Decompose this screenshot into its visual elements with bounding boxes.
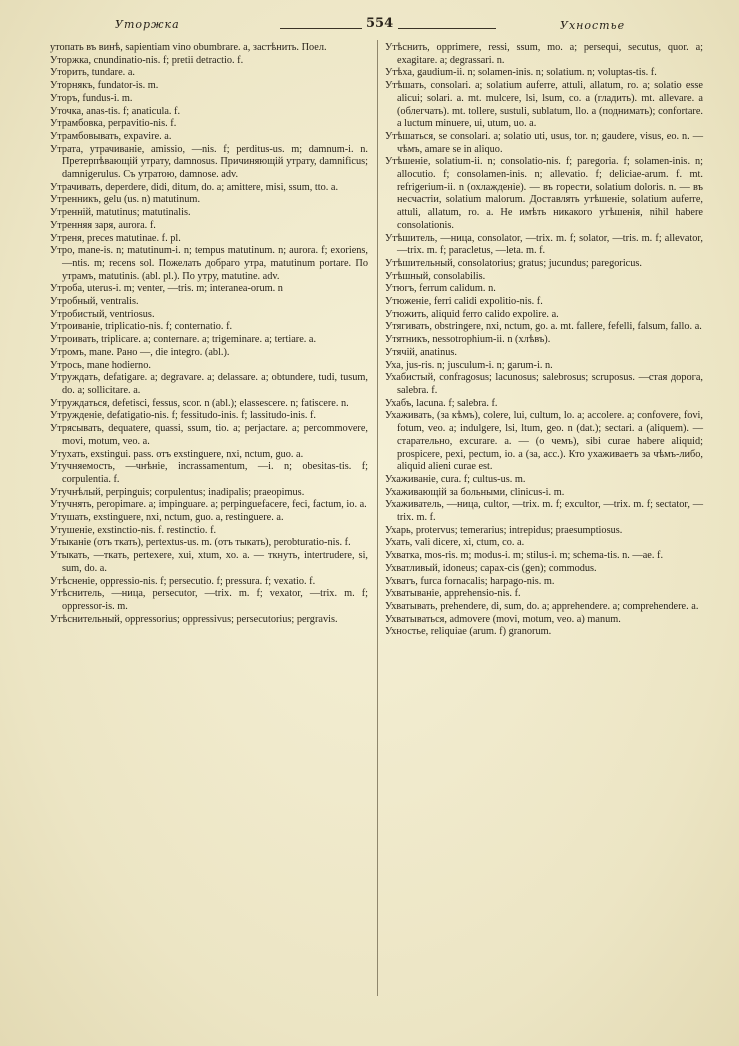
dictionary-entry: Утѣха, gaudium-ii. n; solamen-inis. n; solatium. n; voluptas-tis. f. xyxy=(385,67,657,79)
dictionary-entry: Ухаживающій за больными, clinicus-i. m. xyxy=(385,486,565,498)
dictionary-entry: Утѣснительный, oppressorius; oppressivus; persecutorius; pergravis. xyxy=(50,613,338,625)
dictionary-entry: Утѣшать, consolari. a; solatium auferre, attuli, allatum, ro. a; solatio esse alicui; solari. a. mt. mulcere, lsi, lsum, co. a (гладить). mt. allevare. a (облегчать). mt. tollere, sustuli, sublatum, llo. a (поднимать); confortare. a luctum minuere, ui, utum, uo. a. xyxy=(385,80,703,130)
dictionary-entry: Уточка, anas-tis. f; anaticula. f. xyxy=(50,105,181,117)
dictionary-entry: Утыкать, —ткать, pertexere, xui, xtum, xo. a. — ткнуть, intertrudere, si, sum, do. a. xyxy=(50,550,368,574)
dictionary-entry: Ухватка, mos-ris. m; modus-i. m; stilus-i. m; schema-tis. n. —ae. f. xyxy=(385,550,664,562)
dictionary-entry: Утягивать, obstringere, nxi, nctum, go. a. mt. fallere, fefelli, falsum, fallo. a. xyxy=(385,321,702,333)
dictionary-entry: Утѣшеніе, solatium-ii. n; consolatio-nis. f; paregoria. f; solamen-inis. n; allocutio. f; consolamen-inis. n; allevatio. f; deliciae-arum. f. mt. refrigerium-ii. n (охлажденіе). — въ горести, solatium doloris. n. — въ несчастіи, solatium malorum. Доставлять утѣшеніе, solatium auferre, attuli, allatum, ro. a. Не имѣть никакого утѣшенія, nihil habere consolationis. xyxy=(385,156,703,231)
dictionary-entry: Утромъ, mane. Рано —, die integro. (abl.). xyxy=(50,346,230,358)
dictionary-entry: Утро, mane-is. n; matutinum-i. n; tempus matutinum. n; aurora. f; exoriens, —ntis. m; recens sol. Пожелать добраго утра, matutinum portare. По утрамъ, matutinis. (abl. pl.). По утру, matutine. adv. xyxy=(50,245,368,282)
dictionary-entry: Ухностье, reliquiae (arum. f) granorum. xyxy=(385,626,552,638)
dictionary-entry: Утѣснить, opprimere, ressi, ssum, mo. a; persequi, secutus, quor. a; exagitare. a; degrassari. n. xyxy=(385,42,703,66)
dictionary-entry: Утюжить, aliquid ferro calido expolire. a. xyxy=(385,308,559,320)
dictionary-entry: Ухватывать, prehendere, di, sum, do. a; apprehendere. a; comprehendere. a. xyxy=(385,600,699,612)
dictionary-entry: Утрамбовывать, expavire. a. xyxy=(50,130,172,142)
dictionary-entry: Утыканіе (отъ ткать), pertextus-us. m. (отъ тыкать), perobturatio-nis. f. xyxy=(50,537,351,549)
dictionary-entry: Утѣшаться, se consolari. a; solatio uti, usus, tor. n; gaudere, visus, eo. n. — чѣмъ, amare se in aliquo. xyxy=(385,130,703,155)
page-header xyxy=(40,16,715,38)
dictionary-entry: Ухватываніе, apprehensio-nis. f. xyxy=(385,588,521,600)
left-column xyxy=(50,42,368,626)
dictionary-entry: Утроиваніе, triplicatio-nis. f; conternatio. f. xyxy=(50,321,233,333)
dictionary-entry: Утрясывать, dequatere, quassi, ssum, tio. a; perjactare. a; percommovere, movi, motum, veo. a. xyxy=(50,423,368,447)
dictionary-entry: Утѣшительный, consolatorius; gratus; jucundus; paregoricus. xyxy=(385,257,642,269)
dictionary-entry: Утренняя заря, aurora. f. xyxy=(50,219,156,231)
dictionary-entry: Утрачивать, deperdere, didi, ditum, do. a; amittere, misi, ssum, tto. a. xyxy=(50,181,339,193)
dictionary-entry: Утроивать, triplicare. a; conternare. a; trigeminare. a; tertiare. a. xyxy=(50,334,317,346)
dictionary-entry: Утухать, exstingui. pass. отъ exstinguere, nxi, nctum, guo. a. xyxy=(50,448,304,460)
dictionary-entry: Утѣсненіе, oppressio-nis. f; persecutio. f; pressura. f; vexatio. f. xyxy=(50,575,316,587)
dictionary-entry: Утроба, uterus-i. m; venter, —tris. m; interanea-orum. n xyxy=(50,283,283,295)
right-column xyxy=(385,42,703,639)
dictionary-entry: Утруждать, defatigare. a; degravare. a; delassare. a; obtundere, tudi, tusum, do. a; sollicitare. a. xyxy=(50,372,368,396)
dictionary-entry: Утюженіе, ferri calidi expolitio-nis. f. xyxy=(385,296,543,308)
dictionary-entry: Утрамбовка, perpavitio-nis. f. xyxy=(50,118,177,130)
dictionary-entry: Утруждаться, defetisci, fessus, scor. n (abl.); elassescere. n; fatiscere. n. xyxy=(50,397,349,409)
dictionary-entry: Утробистый, ventriosus. xyxy=(50,308,155,320)
dictionary-entry: Уторить, tundare. a. xyxy=(50,67,135,79)
dictionary-entry: Утушать, exstinguere, nxi, nctum, guo. a, restinguere. a. xyxy=(50,512,284,524)
header-rule-right xyxy=(398,28,496,29)
dictionary-entry: Уторъ, fundus-i. m. xyxy=(50,92,133,104)
dictionary-entry: Ухаживать, (за кѣмъ), colere, lui, cultum, lo. a; accolere. a; confovere, fovi, fotum, veo. a; indulgere, lsi, ltum, geo. n (dat.); sectari. a (aliquem). — старательно, excurare. a. — (о чемъ), sibi curae habere aliquid; prospicere, pexi, pectum, io. a (за, acc.). Кто ухаживаетъ за чѣмъ-либо, aliquid alieni curae est. xyxy=(385,410,703,473)
dictionary-entry: Утучнѣлый, perpinguis; corpulentus; inadipalis; praeopimus. xyxy=(50,486,305,498)
dictionary-entry: Утѣшный, consolabilis. xyxy=(385,270,486,282)
header-rule-left xyxy=(280,28,362,29)
dictionary-entry: Утружденіе, defatigatio-nis. f; fessitudo-inis. f; lassitudo-inis. f. xyxy=(50,410,317,422)
dictionary-entry: Ухаживатель, —ница, cultor, —trix. m. f; excultor, —trix. m. f; sectator, —trix. m. f. xyxy=(385,499,703,524)
dictionary-entry: Утячій, anatinus. xyxy=(385,346,457,358)
dictionary-entry: Ухаживаніе, cura. f; cultus-us. m. xyxy=(385,473,526,485)
dictionary-entry: Утѣшитель, —ница, consolator, —trix. m. f; solator, —tris. m. f; allevator, —trix. m. f; paracletus, —leta. m. f. xyxy=(385,232,703,257)
dictionary-entry: Ухабистый, confragosus; lacunosus; salebrosus; scruposus. —стая дорога, salebra. f. xyxy=(385,372,703,396)
column-divider xyxy=(377,40,378,996)
dictionary-entry: Уторжка, cnundinatio-nis. f; pretii detractio. f. xyxy=(50,54,244,66)
dictionary-entry: Утѣснитель, —ница, persecutor, —trix. m. f; vexator, —trix. m. f; oppressor-is. m. xyxy=(50,588,368,612)
dictionary-entry: Ухарь, protervus; temerarius; intrepidus; praesumptiosus. xyxy=(385,524,623,536)
dictionary-entry: Утушеніе, exstinctio-nis. f. restinctio. f. xyxy=(50,524,217,536)
dictionary-entry: утопать въ винѣ, sapientiam vino obumbrare. a, застѣнить. Поел. xyxy=(50,42,327,53)
dictionary-entry: Ухватываться, admovere (movi, motum, veo. a) manum. xyxy=(385,613,621,625)
dictionary-entry: Утятникъ, nessotrophium-ii. n (хлѣвъ). xyxy=(385,334,551,346)
dictionary-entry: Утрось, mane hodierno. xyxy=(50,359,151,371)
dictionary-entry: Ухватъ, furca fornacalis; harpago-nis. m. xyxy=(385,575,555,587)
page-number: 554 xyxy=(366,16,394,31)
dictionary-entry: Утробный, ventralis. xyxy=(50,296,139,308)
dictionary-entry: Ухабъ, lacuna. f; salebra. f. xyxy=(385,397,498,409)
dictionary-entry: Утренникъ, gelu (us. n) matutinum. xyxy=(50,194,201,206)
dictionary-entry: Утюгъ, ferrum calidum. n. xyxy=(385,283,496,295)
dictionary-entry: Ухать, vali dicere, xi, ctum, co. a. xyxy=(385,537,525,549)
running-head-left: Уторжка xyxy=(115,18,180,31)
dictionary-entry: Ухватливый, idoneus; capax-cis (gen); commodus. xyxy=(385,562,597,574)
dictionary-entry: Утучнять, peropimare. a; impinguare. a; perpinguefacere, feci, factum, io. a. xyxy=(50,499,367,511)
running-head-right: Ухностье xyxy=(560,19,626,32)
dictionary-entry: Утреня, preces matutinae. f. pl. xyxy=(50,232,181,244)
dictionary-entry: Уха, jus-ris. n; jusculum-i. n; garum-i. n. xyxy=(385,359,553,371)
dictionary-entry: Утрата, утрачиваніе, amissio, —nis. f; perditus-us. m; damnum-i. n. Претерпѣвающій утрату, damnosus. Причиняющій утрату, damnificus; damnigerulus. Съ утратою, damnose. adv. xyxy=(50,143,368,181)
dictionary-entry: Утренній, matutinus; matutinalis. xyxy=(50,207,191,219)
dictionary-entry: Утучняемость, —чнѣніе, incrassamentum, —i. n; obesitas-tis. f; corpulentia. f. xyxy=(50,461,368,485)
dictionary-entry: Уторнякъ, fundator-is. m. xyxy=(50,80,159,92)
